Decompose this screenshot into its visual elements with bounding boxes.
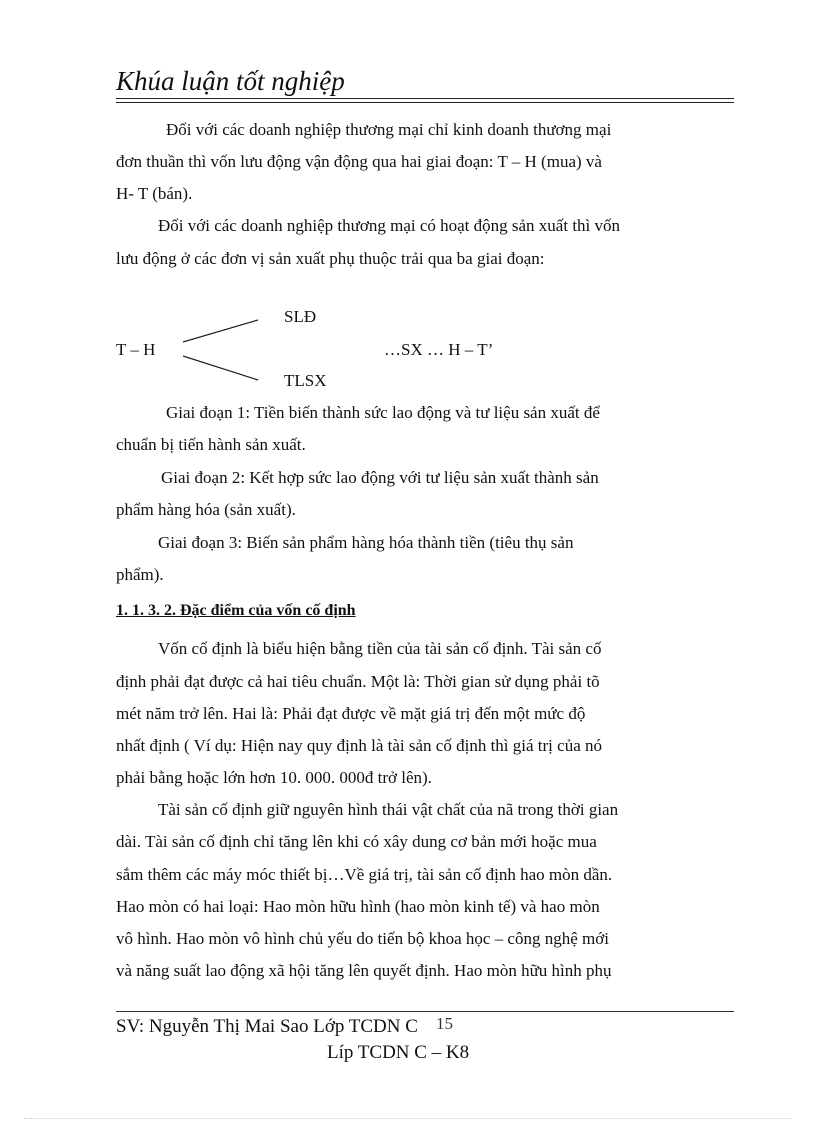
diagram-right-label: …SX … H – T’ xyxy=(384,340,494,359)
text-line: phẩm hàng hóa (sản xuất). xyxy=(116,500,296,519)
text-line: nhất định ( Ví dụ: Hiện nay quy định là tài sản cố định thì giá trị của nó xyxy=(116,736,602,755)
diagram-top-label: SLĐ xyxy=(284,307,317,326)
page-number: 15 xyxy=(436,1014,453,1033)
text-line: Giai đoạn 1: Tiền biến thành sức lao động và tư liệu sản xuất để xyxy=(166,403,600,422)
text-line: Vốn cố định là biểu hiện bằng tiền của tài sản cố định. Tài sản cố xyxy=(158,639,602,658)
text-line: phải bằng hoặc lớn hơn 10. 000. 000đ trở lên). xyxy=(116,768,432,787)
text-line: và năng suất lao động xã hội tăng lên quyết định. Hao mòn hữu hình phụ xyxy=(116,961,612,980)
text-line: dài. Tài sản cố định chỉ tăng lên khi có xây dung cơ bản mới hoặc mua xyxy=(116,832,597,851)
diagram-bottom-label: TLSX xyxy=(284,371,327,390)
footer-class: Líp TCDN C – K8 xyxy=(327,1042,470,1063)
text-line: vô hình. Hao mòn vô hình chủ yếu do tiến bộ khoa học – công nghệ mới xyxy=(116,929,609,948)
text-line: chuẩn bị tiến hành sản xuất. xyxy=(116,435,306,454)
diagram-left-label: T – H xyxy=(116,340,156,359)
text-line: sắm thêm các máy móc thiết bị…Về giá trị, tài sản cố định hao mòn dần. xyxy=(116,865,613,884)
page-header-title: Khúa luận tốt nghiệp xyxy=(116,66,345,96)
text-line: mét năm trở lên. Hai là: Phải đạt được về mặt giá trị đến một mức độ xyxy=(116,704,586,723)
text-line: định phải đạt được cả hai tiêu chuẩn. Một là: Thời gian sử dụng phải tõ xyxy=(116,672,600,691)
diagram-branch-lines xyxy=(0,0,816,420)
section-heading: 1. 1. 3. 2. Đặc điểm của vốn cố định xyxy=(116,602,356,619)
text-line: Đối với các doanh nghiệp thương mại có hoạt động sản xuất thì vốn xyxy=(158,216,621,235)
text-line: Giai đoạn 3: Biến sản phẩm hàng hóa thành tiền (tiêu thụ sản xyxy=(158,533,574,552)
text-line: H- T (bán). xyxy=(116,184,193,203)
text-line: Tài sản cố định giữ nguyên hình thái vật chất của nã trong thời gian xyxy=(158,800,619,819)
footer-rule xyxy=(116,1011,734,1012)
text-line: Hao mòn có hai loại: Hao mòn hữu hình (hao mòn kinh tế) và hao mòn xyxy=(116,897,600,916)
text-line: đơn thuần thì vốn lưu động vận động qua hai giai đoạn: T – H (mua) và xyxy=(116,152,602,171)
text-line: Đối với các doanh nghiệp thương mại chỉ kinh doanh thương mại xyxy=(166,120,612,139)
branch-line-lower xyxy=(183,356,258,380)
branch-line-upper xyxy=(183,320,258,342)
footer-author: SV: Nguyễn Thị Mai Sao Lớp TCDN C xyxy=(116,1016,418,1037)
text-line: phẩm). xyxy=(116,565,164,584)
page-bottom-dotted-edge xyxy=(24,1118,792,1119)
text-line: lưu động ở các đơn vị sản xuất phụ thuộc trải qua ba giai đoạn: xyxy=(116,249,545,268)
text-line: Giai đoạn 2: Kết hợp sức lao động với tư liệu sản xuất thành sản xyxy=(161,468,599,487)
